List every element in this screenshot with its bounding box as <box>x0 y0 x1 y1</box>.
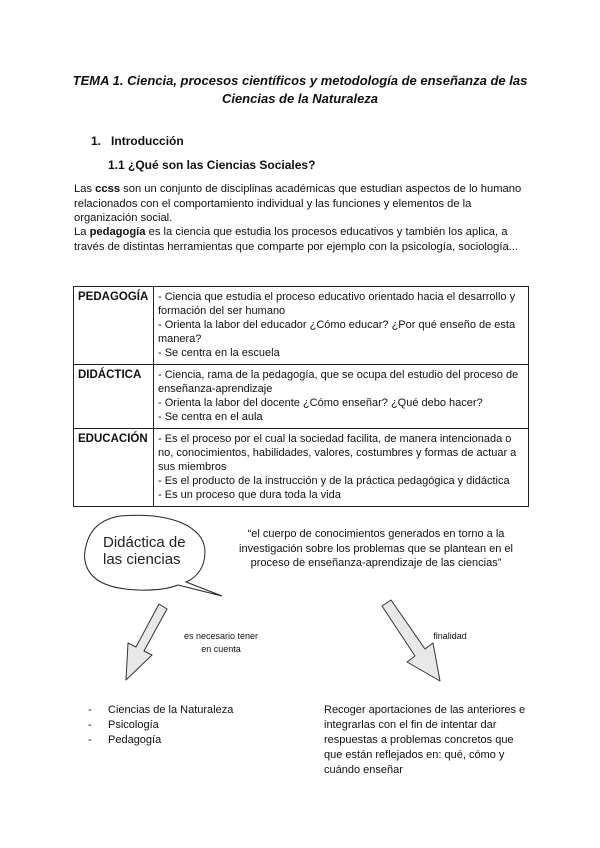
list-item: - Ciencias de la Naturaleza <box>88 703 233 718</box>
purpose-text: Recoger aportaciones de las anteriores e integrarlas con el fin de intentar dar respuestas a problemas concretos que que están reflejados en: qué, cómo y cuándo enseñar <box>324 704 526 776</box>
table-line: - Se centra en la escuela <box>158 347 280 359</box>
list-item: - Pedagogía <box>88 733 233 748</box>
table-line: - Se centra en el aula <box>158 411 263 423</box>
table-line: - Es el producto de la instrucción y de la práctica pedagógica y didáctica <box>158 475 510 487</box>
paragraph-text: es la ciencia que estudia los procesos educativos y también los aplica, a través de distintas herramientas que comparte por ejemplo con la psicología, sociología... <box>74 226 519 253</box>
left-arrow-label <box>176 630 266 656</box>
subsection-heading: 1.1 ¿Qué son las Ciencias Sociales? <box>108 158 316 172</box>
list-item: - Psicología <box>88 718 233 733</box>
right-arrow-label: finalidad <box>433 631 467 641</box>
table-term: EDUCACIÓN <box>74 429 154 507</box>
document-title: TEMA 1. Ciencia, procesos científicos y metodología de enseñanza de las Ciencias de la Naturaleza <box>72 73 528 106</box>
definition-quote: “el cuerpo de conocimientos generados en torno a la investigación sobre los problemas que se plantean en el proceso de enseñanza-aprendizaje de las ciencias” <box>239 528 513 569</box>
bubble-line: las ciencias <box>103 551 181 568</box>
paragraph-bold-term: pedagogía <box>89 226 146 238</box>
table-line: - Es un proceso que dura toda la vida <box>158 489 341 501</box>
label-line: es necesario tener <box>183 631 259 641</box>
paragraph-text: La <box>74 226 90 238</box>
arrow-down-left-icon <box>126 604 167 680</box>
bubble-text <box>103 534 193 568</box>
disciplines-list <box>88 703 233 748</box>
table-term: DIDÁCTICA <box>74 365 154 429</box>
table-line: - Orienta la labor del educador ¿Cómo educar? ¿Por qué enseño de esta manera? <box>158 319 516 345</box>
table-term: PEDAGOGÍA <box>74 287 154 365</box>
paragraph-bold-term: ccss <box>95 183 121 195</box>
table-line: - Ciencia, rama de la pedagogía, que se ocupa del estudio del proceso de enseñanza-aprendizaje <box>158 369 519 395</box>
table-line: - Ciencia que estudia el proceso educativo orientado hacia el desarrollo y formación del ser humano <box>158 291 516 317</box>
label-line: en cuenta <box>201 644 241 654</box>
paragraph-text: Las <box>74 183 96 195</box>
paragraph-text: son un conjunto de disciplinas académicas que estudian aspectos de lo humano relacionados con el comportamiento individual y las funciones y elementos de la organización social. <box>74 183 522 224</box>
bubble-line: Didáctica de <box>103 534 186 551</box>
table-line: - Es el proceso por el cual la sociedad facilita, de manera intencionada o no, conocimientos, habilidades, valores, costumbres y formas de actuar a sus miembros <box>158 433 517 473</box>
section-heading-text: Introducción <box>111 134 184 148</box>
section-number: 1. <box>91 134 102 148</box>
table-line: - Orienta la labor del docente ¿Cómo enseñar? ¿Qué debo hacer? <box>158 397 483 409</box>
